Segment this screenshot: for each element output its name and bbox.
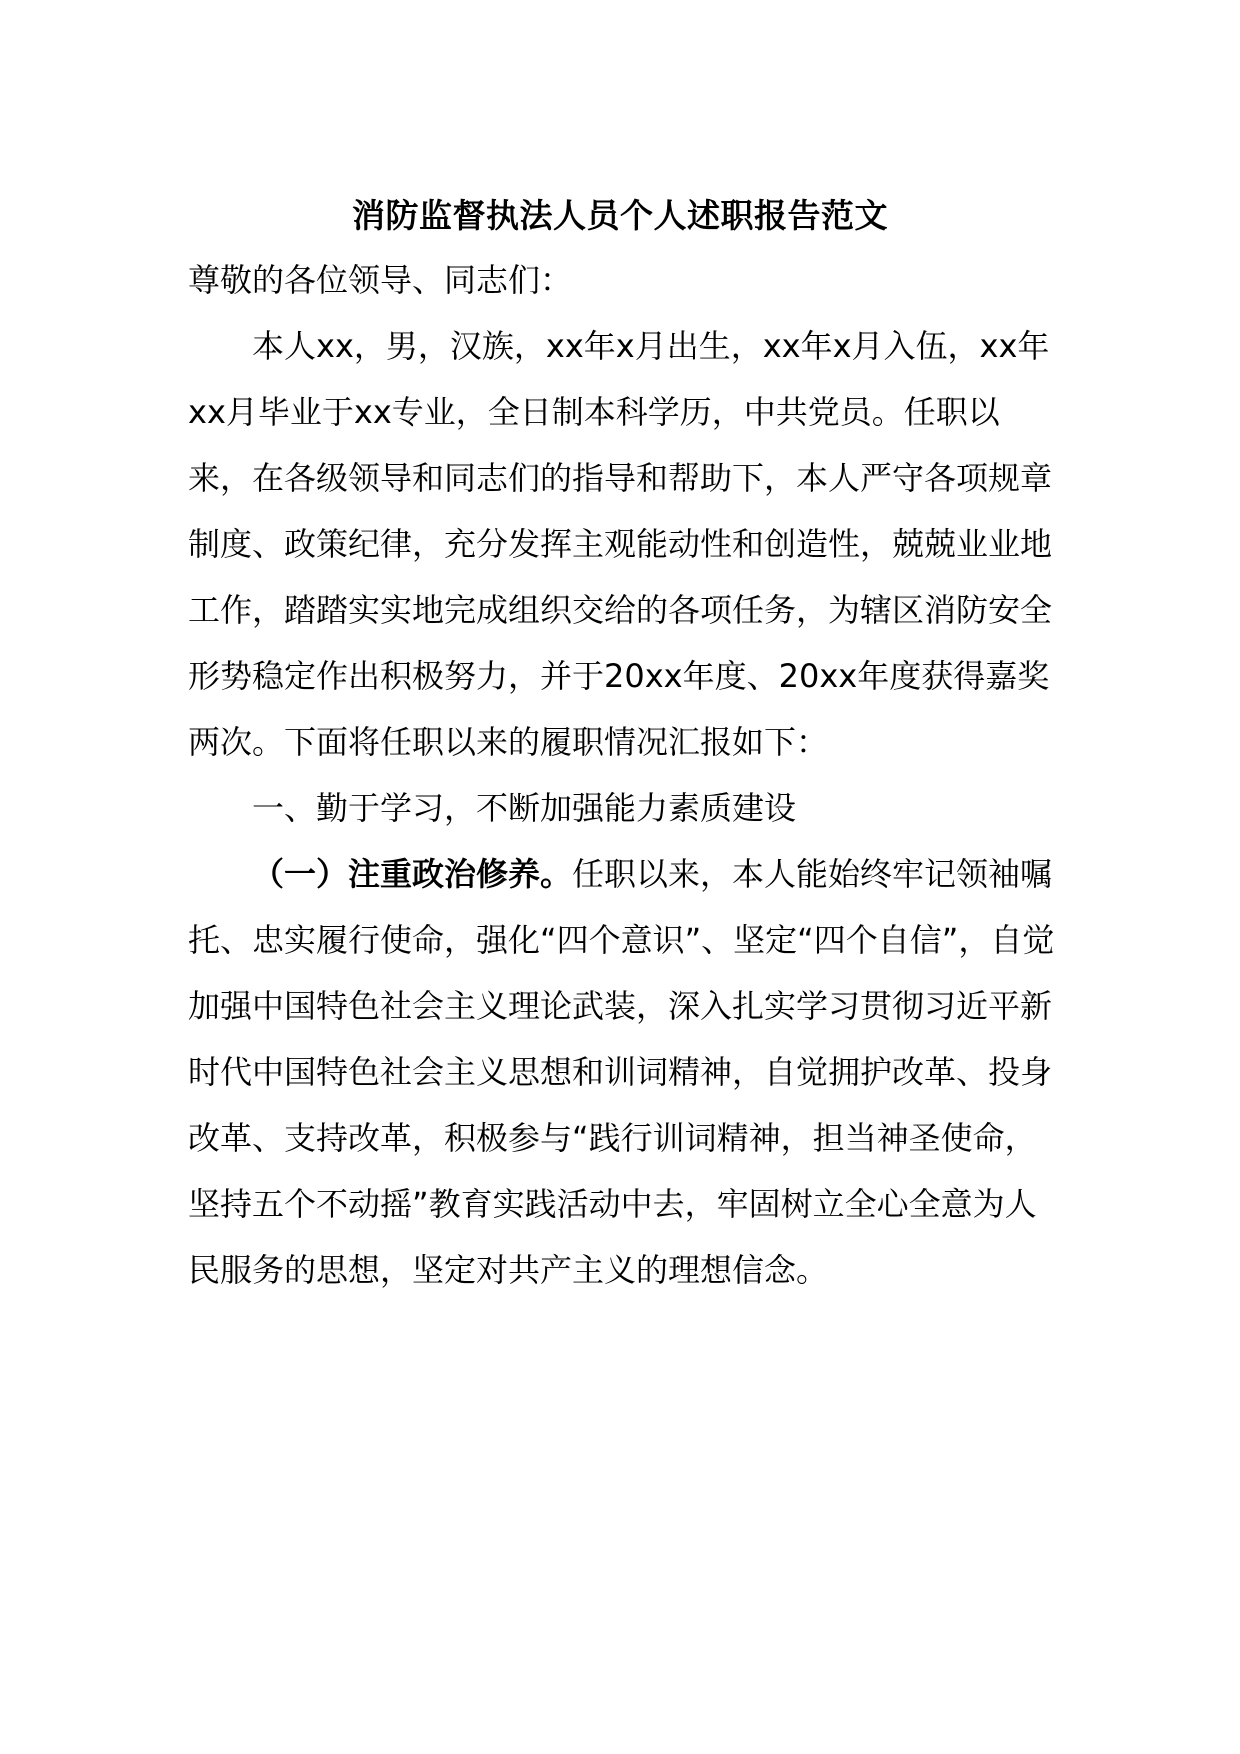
salutation: 尊敬的各位领导、同志们： <box>188 261 573 299</box>
intro-paragraph: 本人xx，男，汉族，xx年x月出生，xx年x月入伍，xx年xx月毕业于xx专业，全日制本科学历，中共党员。任职以来，在各级领导和同志们的指导和帮助下，本人严守各项规章制度、政策纪律，充分发挥主观能动性和创造性，兢兢业业地工作，踏踏实实地完成组织交给的各项任务，为辖区消防安全形势稳定作出积极努力，并于20xx年度、20xx年度获得嘉奖两次。下面将任职以来的履职情况汇报如下： <box>188 327 1053 761</box>
subsection-paragraph <box>188 841 1058 1303</box>
document-body <box>188 247 1058 1303</box>
section-heading: 一、勤于学习，不断加强能力素质建设 <box>252 789 797 827</box>
subsection-bold-lead: （一）注重政治修养。 <box>252 855 573 893</box>
document-title: 消防监督执法人员个人述职报告范文 <box>352 196 888 235</box>
subsection-text: 任职以来，本人能始终牢记领袖嘱托、忠实履行使命，强化“四个意识”、坚定“四个自信”，自觉加强中国特色社会主义理论武装，深入扎实学习贯彻习近平新时代中国特色社会主义思想和训词精神，自觉拥护改革、投身改革、支持改革，积极参与“践行训词精神，担当神圣使命，坚持五个不动摇”教育实践活动中去，牢固树立全心全意为人民服务的思想，坚定对共产主义的理想信念。 <box>188 855 1055 1289</box>
